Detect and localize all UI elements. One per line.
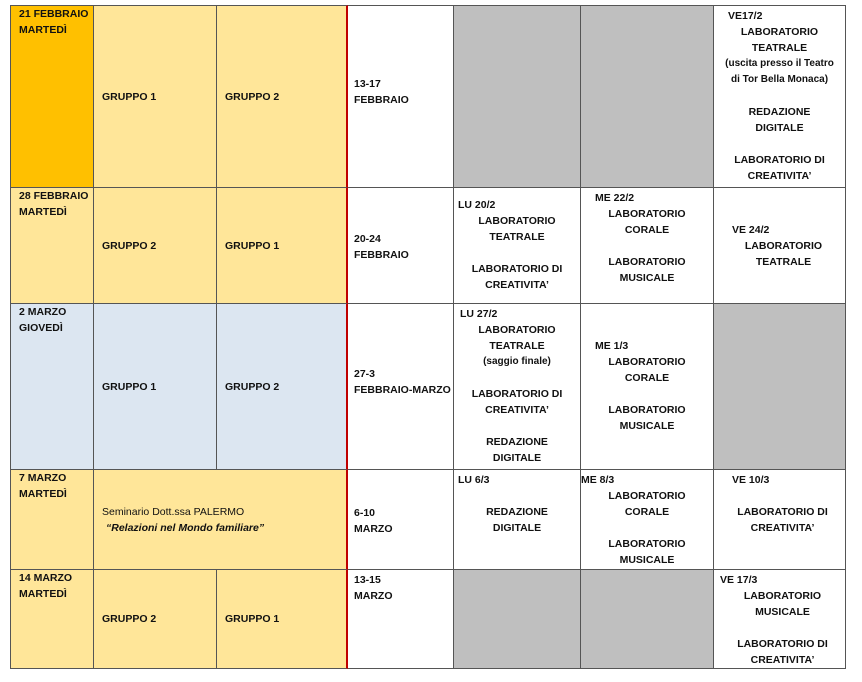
group-cell: GRUPPO 1 [217, 188, 348, 304]
week-cell: 13-15 MARZO [348, 570, 454, 669]
date-cell: 21 FEBBRAIO MARTEDÌ [10, 5, 94, 188]
empty-cell [714, 304, 846, 470]
week-cell: 20-24 FEBBRAIO [348, 188, 454, 304]
schedule-table [10, 5, 846, 669]
activity-cell: ME 8/3 LABORATORIO CORALE LABORATORIO MUSICALE [581, 470, 714, 570]
group-cell: GRUPPO 1 [94, 304, 217, 470]
activity-cell: ME 22/2 LABORATORIO CORALE LABORATORIO MUSICALE [581, 188, 714, 304]
activity-cell: VE 24/2 LABORATORIO TEATRALE [714, 188, 846, 304]
week-cell: 27-3 FEBBRAIO-MARZO [348, 304, 454, 470]
group-cell: GRUPPO 2 [94, 570, 217, 669]
activity-cell: LU 20/2 LABORATORIO TEATRALE LABORATORIO DI CREATIVITA’ [454, 188, 581, 304]
activity-cell: VE 10/3 LABORATORIO DI CREATIVITA’ [714, 470, 846, 570]
seminar-subtitle: “Relazioni nel Mondo familiare” [106, 521, 265, 534]
activity-cell: VE 17/3 LABORATORIO MUSICALE LABORATORIO DI CREATIVITA’ [714, 570, 846, 669]
empty-cell [454, 5, 581, 188]
seminar-cell [94, 470, 348, 570]
date-cell: 14 MARZO MARTEDÌ [10, 570, 94, 669]
week-cell: 6-10 MARZO [348, 470, 454, 570]
group-cell: GRUPPO 1 [94, 5, 217, 188]
week-cell: 13-17 FEBBRAIO [348, 5, 454, 188]
activity-cell: VE17/2 LABORATORIO TEATRALE (uscita presso il Teatro di Tor Bella Monaca) REDAZIONE DIGITALE LABORATORIO DI CREATIVITA’ [714, 5, 846, 188]
group-cell: GRUPPO 2 [217, 304, 348, 470]
activity-cell: ME 1/3 LABORATORIO CORALE LABORATORIO MUSICALE [581, 304, 714, 470]
activity-cell: LU 27/2 LABORATORIO TEATRALE (saggio finale) LABORATORIO DI CREATIVITA’ REDAZIONE DIGITALE [454, 304, 581, 470]
group-cell: GRUPPO 2 [94, 188, 217, 304]
empty-cell [581, 570, 714, 669]
empty-cell [581, 5, 714, 188]
activity-cell: LU 6/3 REDAZIONE DIGITALE [454, 470, 581, 570]
date-cell: 28 FEBBRAIO MARTEDÌ [10, 188, 94, 304]
group-cell: GRUPPO 2 [217, 5, 348, 188]
empty-cell [454, 570, 581, 669]
date-cell: 2 MARZO GIOVEDÌ [10, 304, 94, 470]
group-cell: GRUPPO 1 [217, 570, 348, 669]
seminar-title: Seminario Dott.ssa PALERMO [102, 505, 245, 518]
date-cell: 7 MARZO MARTEDÌ [10, 470, 94, 570]
